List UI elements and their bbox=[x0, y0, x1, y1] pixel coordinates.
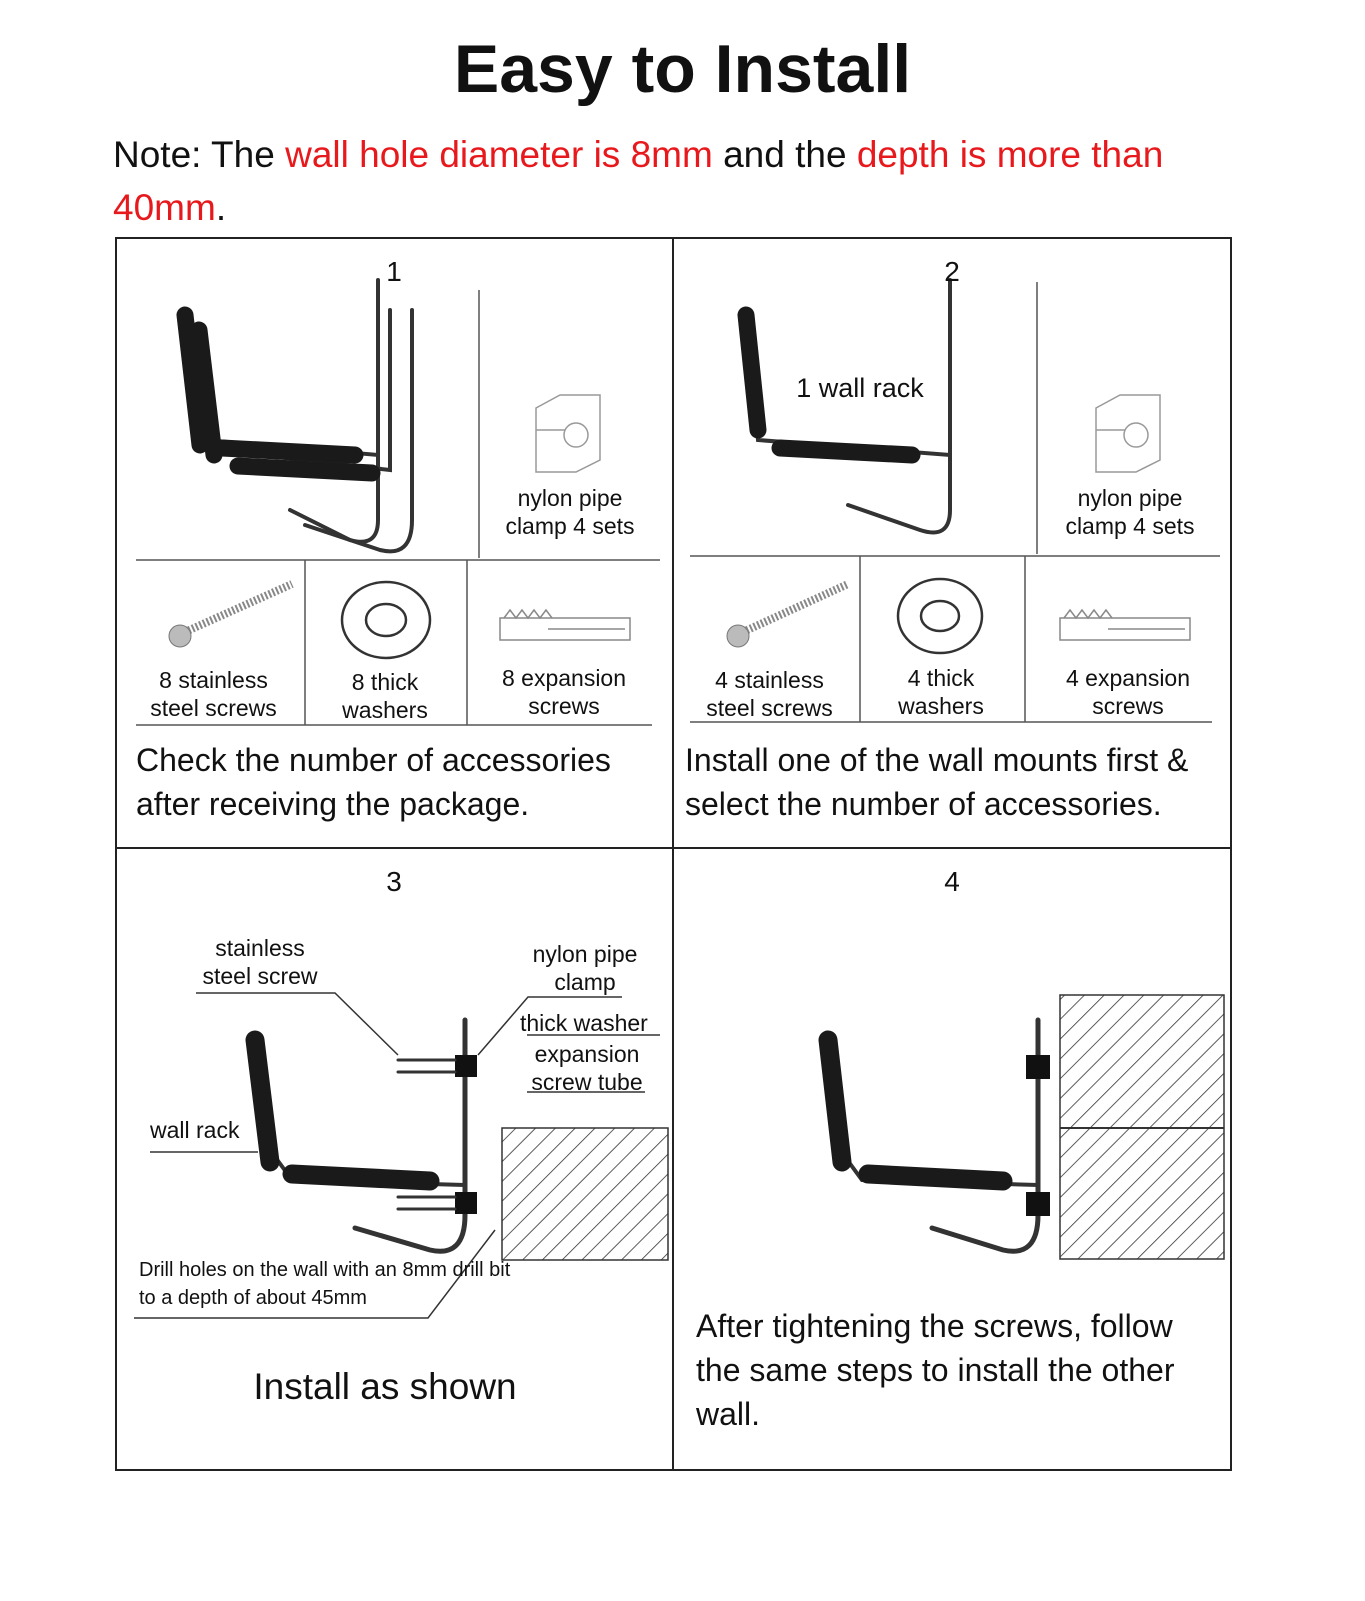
page-title: Easy to Install bbox=[453, 31, 912, 107]
panel1-pipe-clamp-icon bbox=[536, 395, 600, 472]
step-4-number: 4 bbox=[944, 866, 960, 897]
panel4-caption: After tightening the screws, follow the same steps to install the other wall. bbox=[696, 1308, 1175, 1432]
panel2-washer-icon bbox=[898, 579, 982, 653]
panel1-expansion-label: 8 expansion screws bbox=[501, 665, 627, 719]
panel3-wall-hatch bbox=[502, 1128, 668, 1260]
panel3-screw-label: stainless steel screw bbox=[202, 935, 318, 989]
step-3-number: 3 bbox=[386, 866, 402, 897]
panel2-washers-label: 4 thick washers bbox=[898, 665, 984, 719]
panel2-rack-label: 1 wall rack bbox=[796, 373, 924, 403]
panel2-screws-label: 4 stainless steel screws bbox=[706, 667, 833, 721]
note-suffix: . bbox=[215, 187, 227, 228]
panel2-expansion-screw-icon bbox=[1060, 610, 1190, 640]
note-prefix: Note: The bbox=[113, 134, 286, 175]
panel3-caption: Install as shown bbox=[253, 1366, 517, 1407]
note-middle: and the bbox=[712, 134, 857, 175]
panel3-drill-line2: to a depth of about 45mm bbox=[139, 1287, 367, 1309]
panel1-wall-racks-icon bbox=[183, 280, 412, 551]
panel2-screw-icon bbox=[727, 584, 848, 647]
note-depth: depth is more than 40mm bbox=[113, 134, 1164, 228]
panel2-clamp-label: nylon pipe clamp 4 sets bbox=[1065, 485, 1195, 539]
step-1-number: 1 bbox=[386, 256, 402, 287]
panel1-screw-icon bbox=[169, 584, 292, 647]
panel1-caption: Check the number of accessories after receiving the package. bbox=[136, 742, 611, 822]
panel2-caption: Install one of the wall mounts first & select the number of accessories. bbox=[685, 742, 1189, 822]
panel2-pipe-clamp-icon bbox=[1096, 395, 1160, 472]
panel1-expansion-screw-icon bbox=[500, 610, 630, 640]
panel3-drill-line1: Drill holes on the wall with an 8mm drill bit bbox=[139, 1259, 511, 1281]
panel1-screws-label: 8 stainless steel screws bbox=[150, 667, 277, 721]
panel1-washer-icon bbox=[342, 582, 430, 658]
panel2-wall-rack-icon bbox=[746, 280, 950, 533]
step-2-number: 2 bbox=[944, 256, 960, 287]
panel1-washers-label: 8 thick washers bbox=[342, 669, 428, 723]
panel3-wall-rack-icon bbox=[255, 1020, 477, 1251]
panel3-rack-label: wall rack bbox=[150, 1117, 240, 1143]
panel3-clamp-label: nylon pipe clamp bbox=[532, 941, 638, 995]
panel2-expansion-label: 4 expansion screws bbox=[1065, 665, 1191, 719]
panel3-tube-label: expansion screw tube bbox=[531, 1041, 643, 1095]
panel4-wall-rack-icon bbox=[828, 1020, 1050, 1251]
panel3-washer-label: thick washer bbox=[520, 1010, 648, 1036]
note-hole-diameter: wall hole diameter is 8mm bbox=[285, 134, 713, 175]
panel1-clamp-label: nylon pipe clamp 4 sets bbox=[505, 485, 635, 539]
